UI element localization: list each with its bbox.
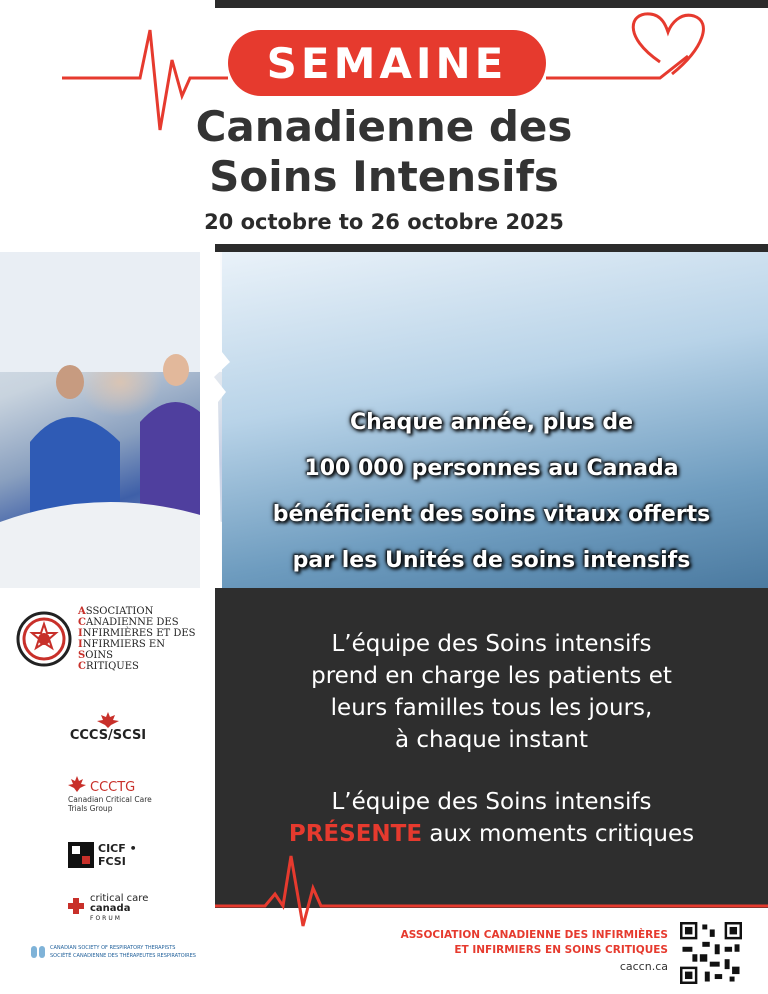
- footer-organization: ASSOCIATION CANADIENNE DES INFIRMIÈRES ET INFIRMIERS EN SOINS CRITIQUES: [400, 929, 668, 956]
- page-title: Canadienne des Soins Intensifs: [195, 102, 573, 201]
- present-highlight: PRÉSENTE: [288, 821, 423, 847]
- event-dates: 20 octobre to 26 octobre 2025: [204, 210, 564, 234]
- maple-leaf-icon: [68, 776, 86, 792]
- message-text: L’équipe des Soins intensifs prend en charge les patients et leurs familles tous les jours, à chaque instant L’équipe des Soins intensifs PRÉSENTE aux moments critiques: [288, 631, 695, 847]
- footer-url[interactable]: caccn.ca: [619, 960, 668, 973]
- heartbeat-line-bottom-icon: [215, 848, 768, 928]
- respiratory-therapists-logo: CANADIAN SOCIETY OF RESPIRATORY THERAPISTS SOCIÉTÉ CANADIENNE DES THÉRAPEUTES RESPIRATOIRES: [30, 944, 190, 964]
- hero-statement: Chaque année, plus de 100 000 personnes au Canada bénéficient des soins vitaux offerts par les Unités de soins intensifs: [272, 410, 711, 573]
- nurses-figure-icon: [0, 252, 222, 588]
- week-badge: SEMAINE: [228, 30, 546, 96]
- qr-code-icon[interactable]: [680, 922, 742, 984]
- heart-icon: [633, 14, 703, 74]
- cccs-logo: CCCS/SCSI: [68, 712, 148, 752]
- lungs-icon: [30, 944, 46, 960]
- cicf-logo: CICF • FCSI: [68, 842, 168, 870]
- critical-care-canada-logo: critical care canada FORUM: [68, 894, 168, 924]
- cross-icon: [68, 898, 84, 914]
- association-name: ASSOCIATION CANADIENNE DES INFIRMIÈRES ET DES INFIRMIERS EN SOINS CRITIQUES: [78, 606, 196, 672]
- nurses-photo: [0, 252, 222, 588]
- ccctg-logo: CCCTG Canadian Critical Care Trials Group: [68, 776, 188, 813]
- cicf-emblem-icon: [68, 842, 94, 868]
- maple-leaf-icon: [95, 712, 121, 728]
